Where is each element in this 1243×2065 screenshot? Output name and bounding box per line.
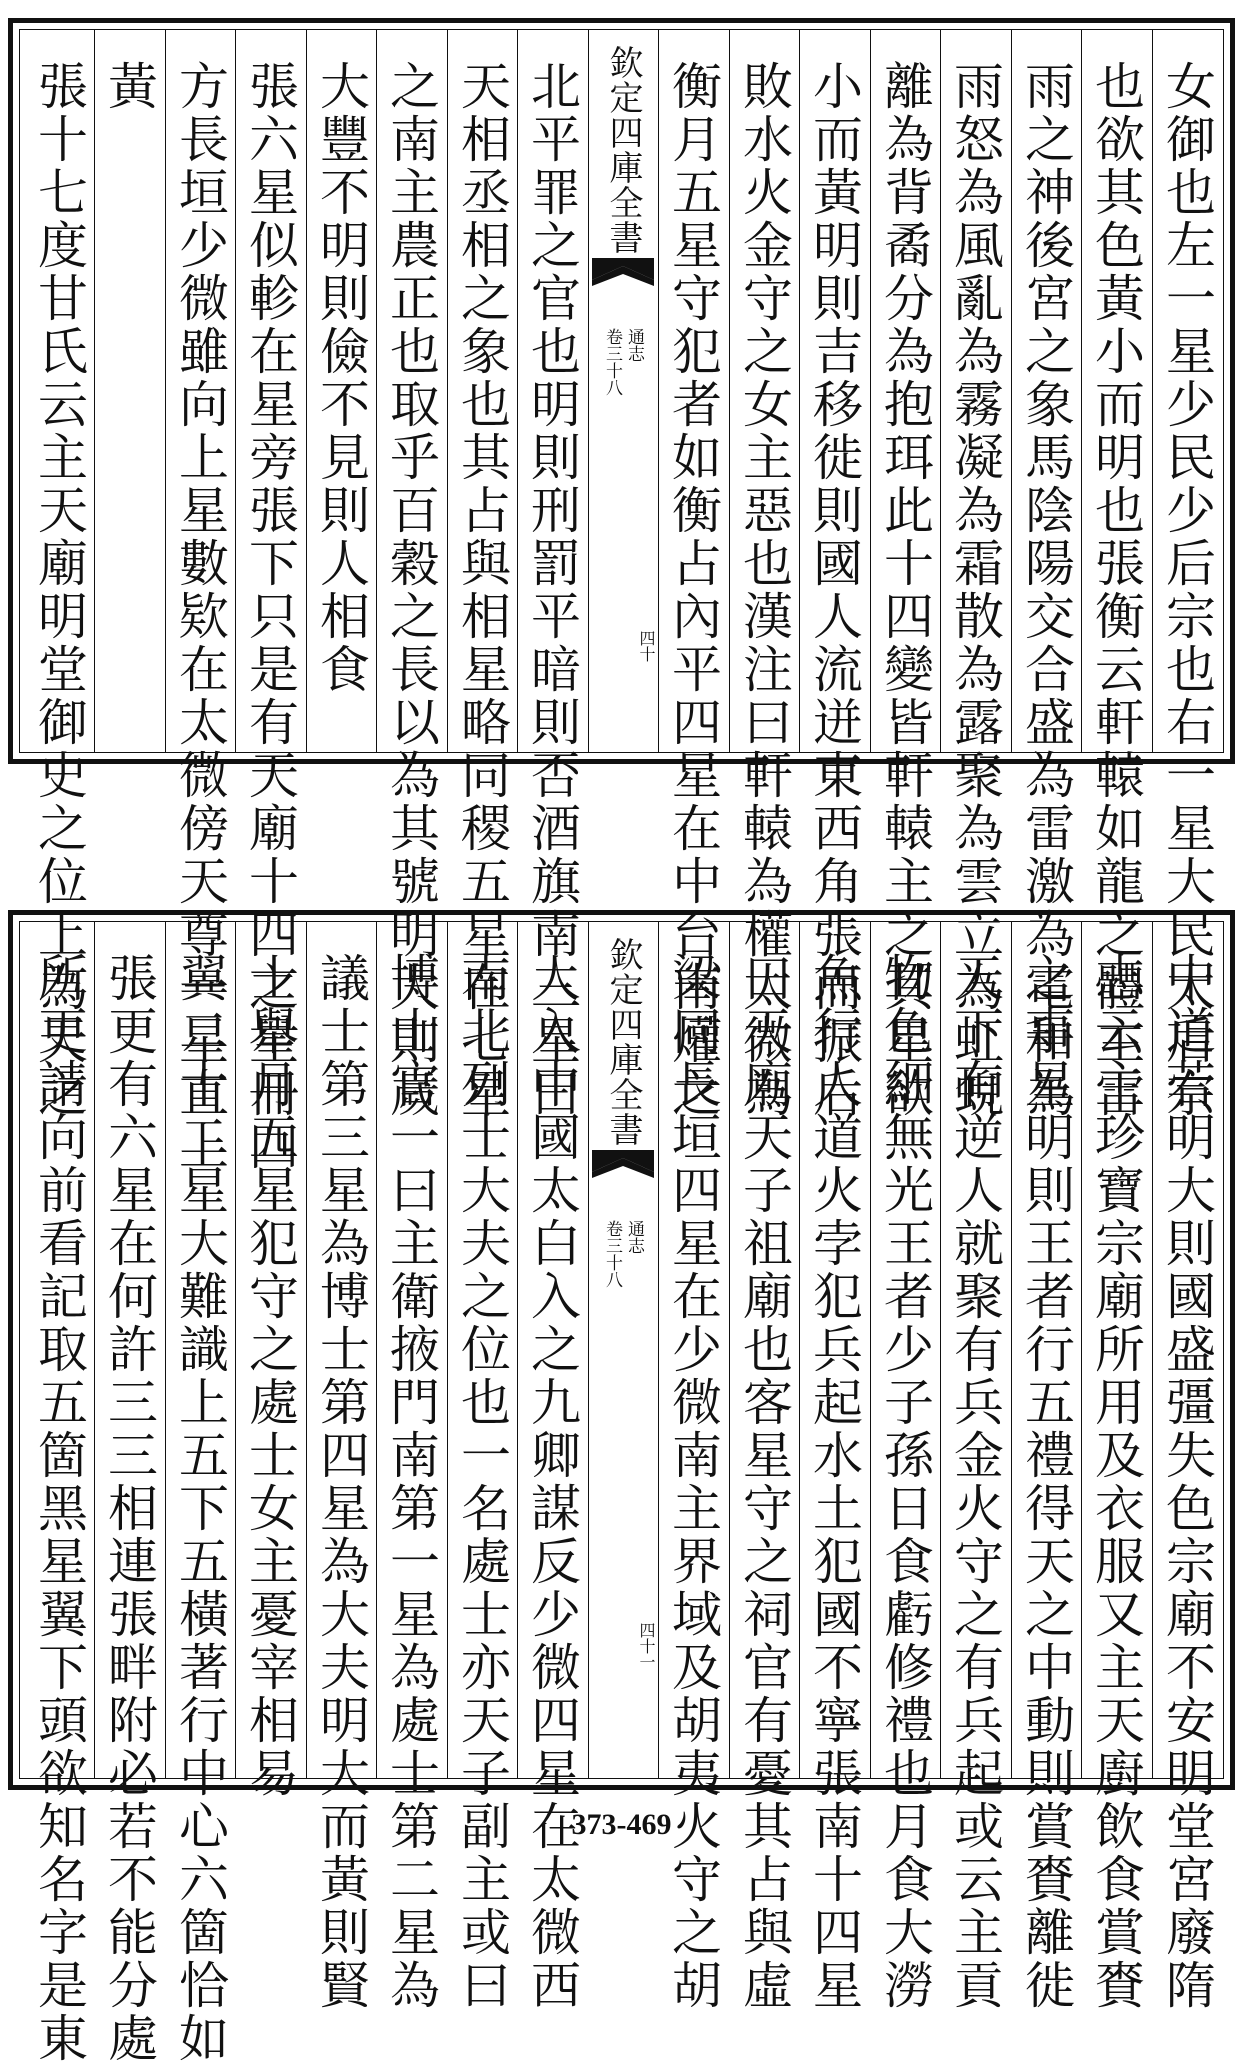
text-column [729, 922, 799, 2012]
column-text: 魚行人道火孛犯兵起水土犯國不寧張南十四星 [805, 952, 863, 2012]
text-column [658, 922, 728, 2012]
text-column [447, 30, 517, 1120]
text-column [24, 30, 94, 1120]
text-column [165, 922, 235, 2065]
text-column [870, 922, 940, 2012]
book-name: 通志 [624, 328, 644, 362]
text-column [940, 922, 1010, 2012]
column-text: 方長垣少微雖向上星數欵在太微傍天尊一星直上 [171, 60, 229, 1173]
text-column [1081, 30, 1151, 1120]
book-name: 通志 [624, 1220, 644, 1254]
top-text-frame [19, 29, 1224, 1173]
column-text: 物色細無光王者少子孫日食虧修禮也月食大澇 [876, 952, 934, 2012]
text-column [658, 30, 728, 1120]
column-text: 之事星明則王者行五禮得天之中動則賞賚離徙 [1017, 952, 1075, 2012]
fish-tail-icon [592, 258, 654, 306]
fish-tail-icon [592, 1150, 654, 1198]
column-text: 翼二十二星大難識上五下五橫著行中心六箇恰如 [171, 952, 229, 2065]
column-text: 南北列士大夫之位也一名處士亦天子副主或曰 [453, 952, 511, 2012]
column-text: 梁同長垣四星在少微南主界域及胡夷火守之胡 [664, 952, 722, 2012]
text-column [94, 922, 164, 2065]
text-column [447, 922, 517, 2012]
text-column [517, 30, 587, 1120]
column-text: 天相丞相之象也其占與相星略同稷五星在七星 [453, 60, 511, 1120]
column-text: 天下有逆人就聚有兵金火守之有兵起或云主貢 [946, 952, 1004, 2012]
text-column [1081, 922, 1151, 2012]
volume-label: 卷三十八 [602, 1220, 622, 1288]
column-text: 衡月五星守犯者如衡占內平四星在中台南爟之 [664, 60, 722, 1120]
center-banner [588, 30, 658, 752]
text-column [1011, 30, 1081, 1120]
volume-label: 卷三十八 [602, 328, 622, 396]
column-text: 北平罪之官也明則刑罰平暗則否酒旗南三星曰 [523, 60, 581, 1120]
folio-number: 四十一 [637, 1622, 656, 1670]
text-column [1152, 922, 1222, 2012]
book-title: 欽定四庫全書 [603, 45, 643, 255]
column-text: 雨怒為風亂為霧凝為霜散為露聚為雲立為虹蜺 [946, 60, 1004, 1120]
column-text: 議士第三星為博士第四星為大夫明大而黃則賢 [312, 952, 370, 2012]
text-column [517, 922, 587, 2012]
page-number: 373-469 [571, 1808, 672, 1841]
text-column [1152, 30, 1222, 1120]
text-column [24, 922, 94, 2065]
folio-number: 四十 [637, 630, 656, 662]
book-title: 欽定四庫全書 [603, 937, 643, 1147]
column-text: 也欲其色黃小而明也張衡云軒轅如龍之體主雷 [1087, 60, 1145, 1120]
column-text: 之南主農正也取乎百穀之長以為其號明大則歲 [382, 60, 440, 1120]
text-column [94, 30, 164, 752]
center-banner [588, 922, 658, 1778]
text-column [235, 30, 305, 1173]
text-column [799, 922, 869, 2012]
top-half-page [8, 18, 1235, 1173]
column-text: 雨之神後宮之象馬陰陽交合盛為雷激為電和為 [1017, 60, 1075, 1120]
column-text: 離為背矞分為抱珥此十四變皆軒轅主之其星欲 [876, 60, 934, 1120]
column-text: 博士官一曰主衛掖門南第一星為處士第二星為 [382, 952, 440, 2012]
text-column [799, 30, 869, 1120]
text-column [306, 30, 376, 752]
column-text: 小而黃明則吉移徙則國人流迸東西角張而振后 [805, 60, 863, 1120]
column-text: 士舉月五星犯守之處士女主憂宰相易 [241, 952, 299, 1800]
column-text: 張六星似軫在星旁張下只是有天廟十四之星冊四 [241, 60, 299, 1173]
text-column [235, 922, 305, 1800]
column-text: 黃 [100, 60, 158, 113]
column-text: 志云主珍寶宗廟所用及衣服又主天廚飲食賞賚 [1087, 952, 1145, 2012]
text-column [940, 30, 1010, 1120]
column-text: 張十七度甘氏云主天廟明堂御史之位上為天之 [30, 60, 88, 1120]
column-text: 敗水火金守之女主惡也漢注曰軒轅為權太微為 [735, 60, 793, 1120]
text-column [870, 30, 940, 1120]
column-text: 張更有六星在何許三三相連張畔附必若不能分處 [100, 952, 158, 2065]
text-column [729, 30, 799, 1120]
column-text: 曰天廟天子祖廟也客星守之祠官有憂其占與虛 [735, 952, 793, 2012]
text-column [1011, 922, 1081, 2012]
column-text: 所更請向前看記取五箇黑星翼下頭欲知名字是東 [30, 952, 88, 2065]
column-text: 人入中國太白入之九卿謀反少微四星在太微西 [523, 952, 581, 2012]
text-column [376, 922, 446, 2012]
text-column [165, 30, 235, 1173]
column-text: 大豐不明則儉不見則人相食 [312, 60, 370, 696]
column-text: 中道若明大則國盛彊失色宗廟不安明堂宮廢隋 [1158, 952, 1216, 2012]
column-text: 女御也左一星少民少后宗也右一星大民太后宗 [1158, 60, 1216, 1120]
text-column [376, 30, 446, 1120]
text-column [306, 922, 376, 2012]
